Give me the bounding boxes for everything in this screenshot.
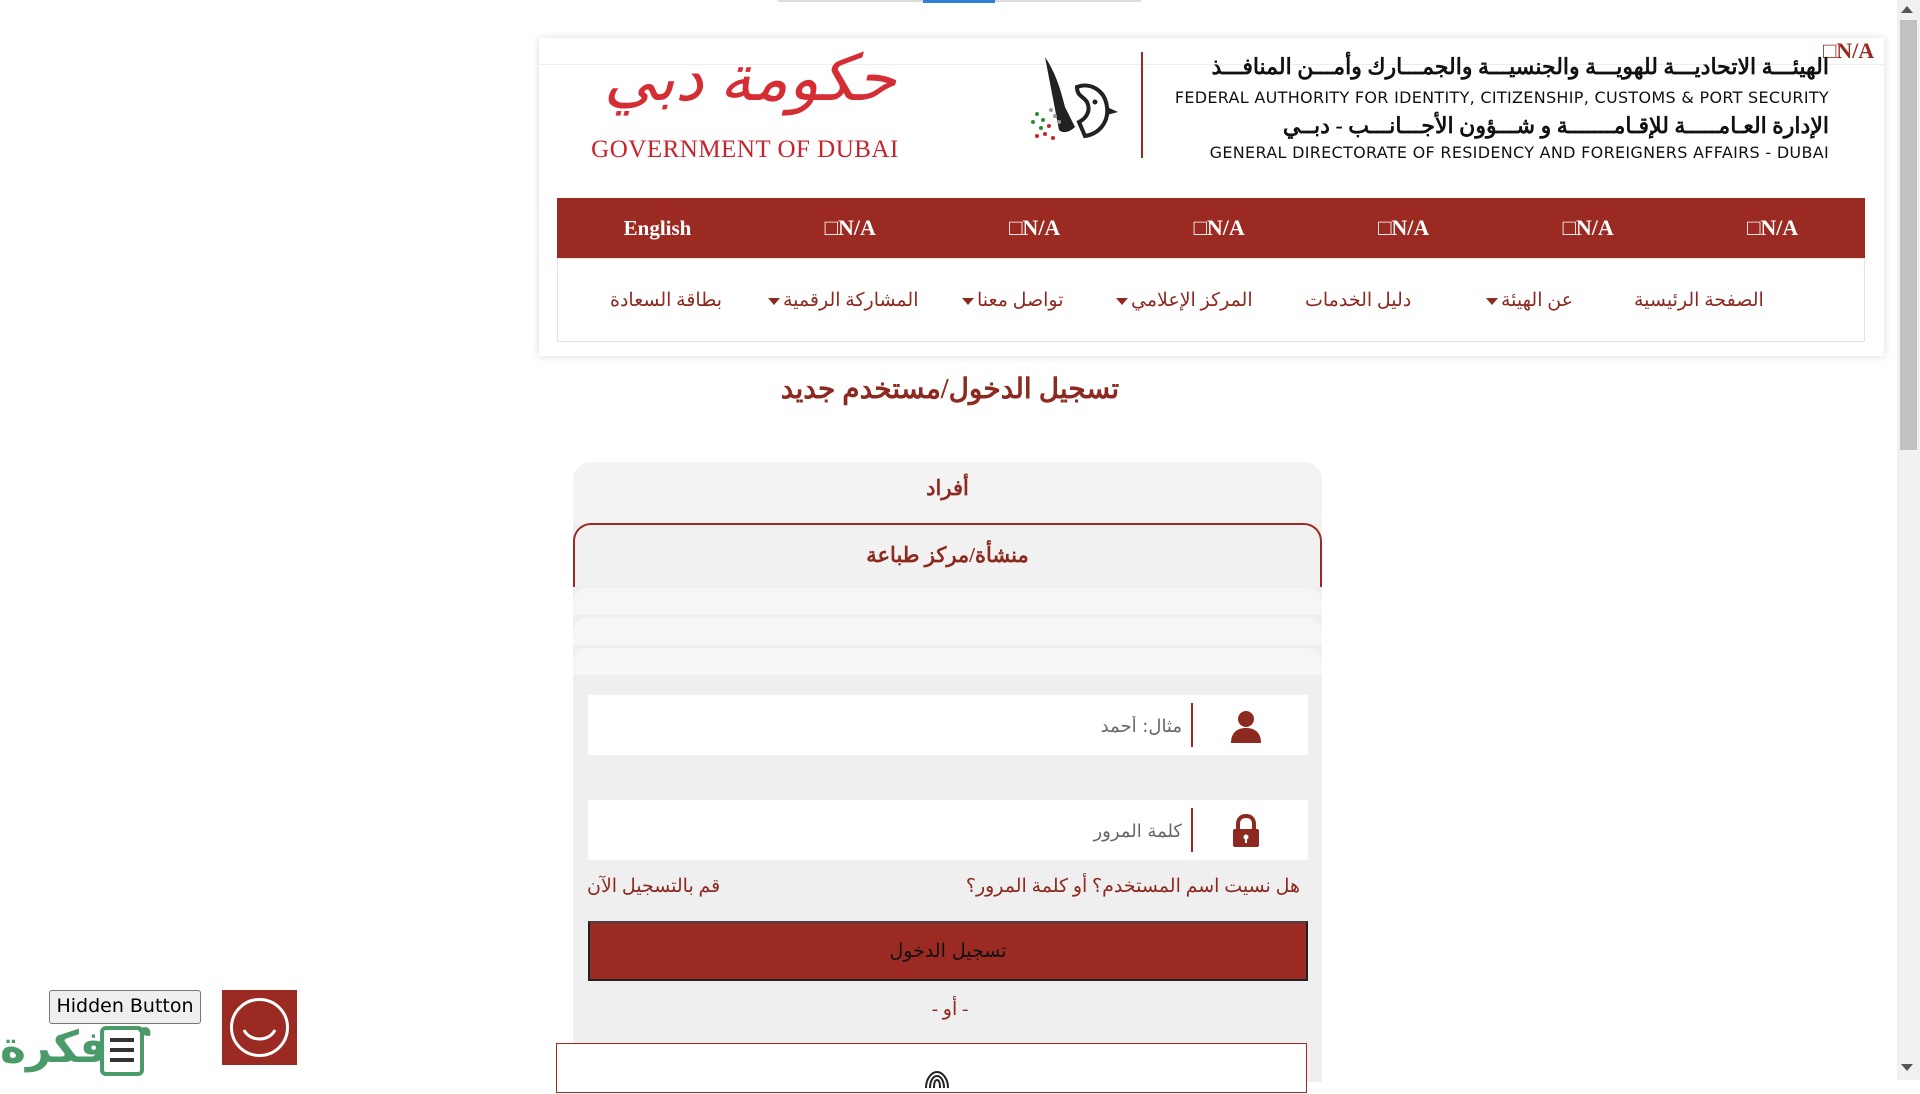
corner-language-link[interactable]: □N/A [1823,38,1875,63]
tab-establishment[interactable]: منشأة/مركز طباعة [573,523,1322,587]
password-field [588,800,1308,860]
federal-authority-name-ar: الهيئـــة الاتحاديـــة للهويـــة والجنسيـــة والجمـــارك وأمـــن المنافـــذ [1211,54,1829,79]
nav-top-item-5[interactable]: □N/A [1562,215,1614,240]
fingerprint-icon [922,1068,952,1094]
smiley-icon [222,990,297,1065]
top-nav-bar [557,198,1865,258]
directorate-name-en: GENERAL DIRECTORATE OF RESIDENCY AND FOREIGNERS AFFAIRS - DUBAI [1209,143,1829,162]
nav-digital-label: المشاركة الرقمية [783,290,919,311]
nav-about-label: عن الهيئة [1501,290,1574,311]
federal-authority-falcon-logo[interactable] [1015,52,1130,152]
username-field [588,695,1308,755]
government-of-dubai-logo-ar[interactable]: حكومة دبي [603,43,897,114]
nav-contact[interactable] [962,289,1064,312]
card-divider-strip [573,648,1322,675]
nav-happiness-card[interactable]: بطاقة السعادة [610,290,723,311]
directorate-name-ar: الإدارة العـامـــــة للإقـامـــــــة و شـــؤون الأجـــانـــب - دبــي [1282,113,1829,138]
chevron-down-icon [1486,298,1498,305]
alternative-login-button[interactable] [556,1043,1307,1093]
nav-english[interactable]: English [623,215,692,240]
hidden-button[interactable]: Hidden Button [49,990,201,1024]
fikra-logo-text[interactable]: فكرة [0,1022,108,1073]
nav-services[interactable]: دليل الخدمات [1305,290,1412,311]
nav-digital[interactable] [768,289,919,312]
chevron-down-icon [768,298,780,305]
federal-authority-name-en: FEDERAL AUTHORITY FOR IDENTITY, CITIZENSHIP, CUSTOMS & PORT SECURITY [1174,88,1829,107]
main-nav-bar [557,258,1865,342]
nav-home[interactable]: الصفحة الرئيسية [1634,290,1764,311]
logo-divider [1141,52,1143,158]
nav-media[interactable] [1116,289,1253,312]
nav-top-item-4[interactable]: □N/A [1378,215,1430,240]
chevron-down-icon [1116,298,1128,305]
nav-top-item-1[interactable]: □N/A [824,215,876,240]
nav-media-label: المركز الإعلامي [1131,290,1253,311]
forgot-credentials-link[interactable]: هل نسيت اسم المستخدم؟ أو كلمة المرور؟ [965,876,1300,897]
nav-top-item-2[interactable]: □N/A [1009,215,1061,240]
chevron-down-icon [962,298,974,305]
nav-contact-label: تواصل معنا [977,290,1064,311]
or-separator: - أو - [931,999,969,1020]
page-title: تسجيل الدخول/مستخدم جديد [780,374,1120,405]
scroll-up-arrow-icon[interactable] [1901,6,1913,13]
nav-top-item-3[interactable]: □N/A [1193,215,1245,240]
scroll-down-arrow-icon[interactable] [1901,1064,1913,1071]
nav-top-item-6[interactable]: □N/A [1747,215,1799,240]
field-divider [1191,808,1193,852]
tab-individuals[interactable]: أفراد [573,462,1322,524]
username-input[interactable] [620,695,1184,757]
register-now-link[interactable]: قم بالتسجيل الآن [587,876,721,897]
user-icon [1229,709,1263,743]
card-divider-strip [573,618,1322,645]
lock-icon [1229,814,1263,848]
password-input[interactable] [620,800,1184,862]
happiness-feedback-button[interactable] [222,990,297,1065]
nav-about[interactable] [1486,289,1573,312]
scrollbar-thumb[interactable] [1900,20,1917,450]
field-divider [1191,703,1193,747]
login-button[interactable]: تسجيل الدخول [588,921,1308,981]
government-of-dubai-logo-en[interactable]: GOVERNMENT OF DUBAI [591,136,899,163]
card-divider-strip [573,588,1322,615]
top-progress-indicator [923,0,995,3]
